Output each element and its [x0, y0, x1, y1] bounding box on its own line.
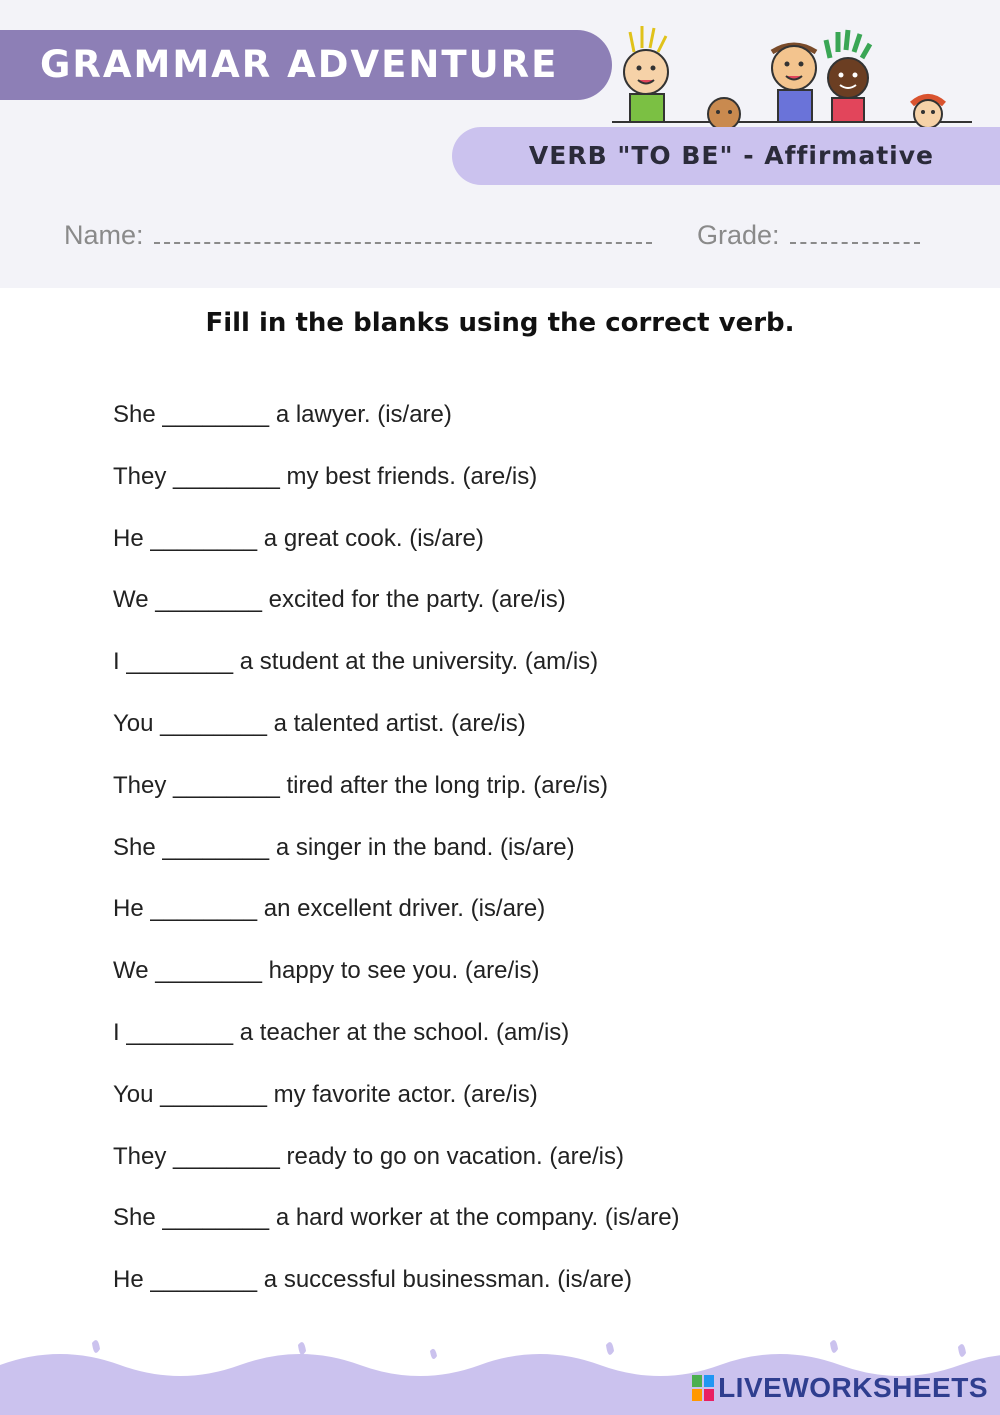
exercise-sentence[interactable]: We ________ happy to see you. (are/is)	[113, 957, 540, 985]
kid-small-icon	[708, 98, 740, 130]
kid-green-hair-icon	[826, 30, 870, 122]
exercise-sentence[interactable]: They ________ my best friends. (are/is)	[113, 462, 538, 490]
brand-text: LIVEWORKSHEETS	[718, 1372, 988, 1403]
exercise-sentence[interactable]: You ________ my favorite actor. (are/is)	[113, 1080, 538, 1108]
exercise-sentence[interactable]: We ________ excited for the party. (are/is)	[113, 586, 566, 614]
worksheet-subtitle: VERB "TO BE" - Affirmative	[528, 141, 934, 170]
worksheet-title: GRAMMAR ADVENTURE	[40, 43, 559, 86]
exercise-sentence[interactable]: You ________ a talented artist. (are/is)	[113, 710, 526, 737]
grade-label: Grade:	[697, 220, 780, 250]
kid-red-hair-icon	[912, 97, 944, 128]
name-label: Name:	[64, 220, 144, 250]
kid-yellow-hair-icon	[624, 26, 668, 122]
exercise-sentence[interactable]: I ________ a student at the university. (am/is)	[113, 648, 599, 676]
exercise-sentence[interactable]: He ________ a great cook. (is/are)	[113, 524, 484, 552]
kid-blue-shirt-icon	[772, 45, 816, 122]
exercise-sentence[interactable]: He ________ a successful businessman. (is/are)	[113, 1266, 632, 1294]
liveworksheets-brand[interactable]	[692, 1372, 988, 1404]
kids-illustration	[612, 22, 982, 132]
instruction-text: Fill in the blanks using the correct verb.	[205, 308, 795, 338]
subtitle-banner	[452, 127, 1000, 185]
exercise-sentence[interactable]: She ________ a hard worker at the company. (is/are)	[113, 1204, 680, 1232]
exercise-sentence[interactable]: They ________ ready to go on vacation. (are/is)	[113, 1142, 624, 1170]
grade-input-line[interactable]	[790, 218, 920, 244]
exercise-sentence[interactable]: She ________ a singer in the band. (is/are)	[113, 833, 575, 861]
exercise-sentence[interactable]: He ________ an excellent driver. (is/are)	[113, 895, 546, 923]
exercise-sentence[interactable]: I ________ a teacher at the school. (am/is)	[113, 1019, 570, 1046]
name-input-line[interactable]	[154, 218, 652, 244]
exercise-sentence[interactable]: She ________ a lawyer. (is/are)	[113, 401, 452, 428]
title-banner	[0, 30, 612, 100]
liveworksheets-logo-icon	[692, 1375, 714, 1401]
grade-field[interactable]	[697, 218, 920, 251]
name-field[interactable]	[64, 218, 652, 251]
exercise-sentence[interactable]: They ________ tired after the long trip. (are/is)	[113, 771, 608, 799]
